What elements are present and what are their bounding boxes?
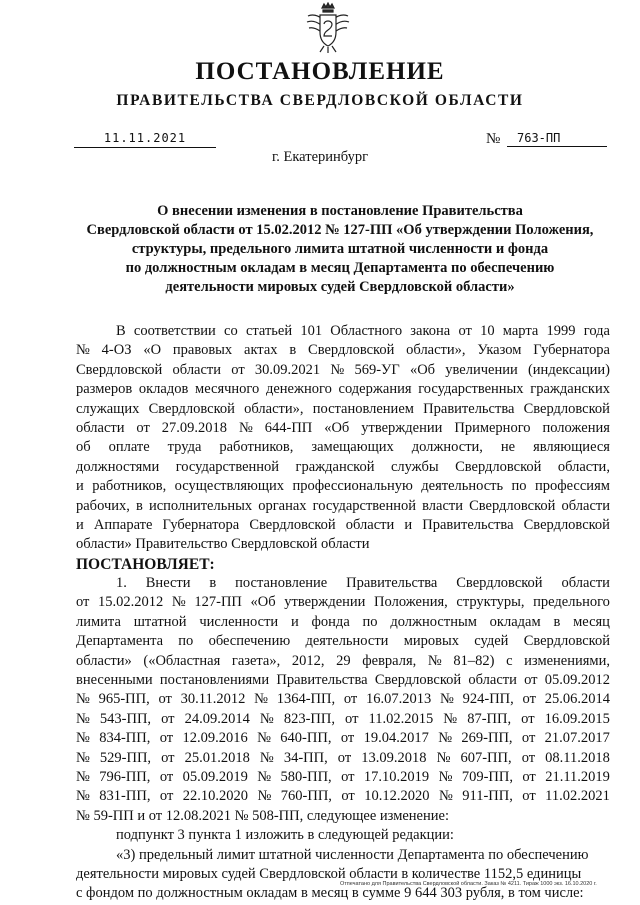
body-word: 127-ПП <box>194 594 242 611</box>
body-word: денежного <box>265 381 332 398</box>
body-word: 644-ПП <box>264 419 313 436</box>
body-word: № <box>427 652 442 669</box>
body-word: № <box>76 710 90 727</box>
document-subject-title <box>60 202 620 297</box>
body-word: 543-ПП, <box>99 710 152 727</box>
number-sign: № <box>486 131 501 147</box>
body-word: гражданских <box>530 381 610 398</box>
document-body <box>76 322 610 904</box>
body-word: утверждении <box>361 419 443 436</box>
body-word: Примерного <box>454 419 531 436</box>
body-word: судей <box>474 633 509 650</box>
body-word: от <box>341 768 355 785</box>
body-word: должностями <box>76 458 160 475</box>
document-number: 763-ПП <box>507 130 607 147</box>
body-word: труда <box>167 439 202 456</box>
body-word: № <box>257 768 272 785</box>
body-word: № <box>440 691 454 708</box>
coat-of-arms-icon <box>304 2 352 54</box>
body-word: работников, <box>219 439 294 456</box>
body-word: 607-ПП, <box>460 749 512 766</box>
body-word: В <box>116 323 126 339</box>
body-word: № <box>171 594 186 611</box>
body-word: Свердловской <box>523 516 610 533</box>
body-word: Свердловской <box>469 497 556 514</box>
body-word: окладов <box>138 381 189 398</box>
body-line <box>76 419 610 438</box>
body-word: Внести <box>145 575 191 592</box>
body-line <box>76 652 610 671</box>
body-word: лимита <box>76 613 121 630</box>
body-word: 25.06.2014 <box>544 691 610 708</box>
body-word: 08.11.2018 <box>545 749 610 766</box>
body-word: 4-ОЗ <box>101 342 132 359</box>
body-word: месяц <box>573 613 610 630</box>
body-word: от <box>231 361 245 378</box>
body-word: области <box>561 575 610 592</box>
body-word: должностным <box>390 613 477 630</box>
body-word: 29 <box>336 652 351 669</box>
body-word: Свердловской <box>249 516 336 533</box>
body-line <box>76 516 610 535</box>
body-word: являющиеся <box>533 439 610 456</box>
body-word: 15.02.2012 <box>98 594 164 611</box>
body-word: 11.02.2021 <box>545 788 610 805</box>
body-word: 529-ПП, <box>99 749 152 766</box>
body-word: власти <box>422 497 463 514</box>
body-word: Указом <box>477 342 522 359</box>
body-word: увеличении <box>445 361 518 378</box>
body-word: внесенными <box>76 672 153 689</box>
body-word: (индексации) <box>527 361 610 378</box>
body-word: 05.09.2012 <box>544 672 610 689</box>
body-line <box>76 497 610 516</box>
body-word: окладам <box>489 613 541 630</box>
body-word: структуры, <box>456 594 525 611</box>
subject-title-line: Свердловской области от 15.02.2012 № 127-ПП «Об утверждении Положения, <box>86 222 594 238</box>
body-word: должности, <box>411 439 483 456</box>
body-line <box>76 400 610 419</box>
body-line <box>76 749 610 768</box>
subject-title-line: деятельности мировых судей Свердловской области» <box>165 279 515 295</box>
body-word: не <box>500 439 516 456</box>
body-word: Правительства <box>276 672 368 689</box>
body-word: области, <box>557 458 610 475</box>
body-word: государственных <box>418 381 524 398</box>
body-line <box>76 613 610 632</box>
body-word: государственной <box>312 497 417 514</box>
body-word: от <box>159 730 174 747</box>
body-word: 1364-ПП, <box>276 691 336 708</box>
body-word: от <box>521 730 536 747</box>
body-word: 965-ПП, <box>98 691 150 708</box>
body-word: Свердловской <box>523 633 610 650</box>
body-word: 10.12.2020 <box>364 788 430 805</box>
body-word: года <box>583 323 610 339</box>
body-word: 87-ПП, <box>467 710 512 727</box>
body-word: области <box>172 361 222 378</box>
body-word: со <box>224 323 238 339</box>
body-word: № <box>76 788 90 805</box>
body-word: «О <box>143 342 162 359</box>
body-word: изменениями, <box>524 652 610 669</box>
body-word: рабочих, <box>76 497 130 514</box>
body-word: («Областная <box>143 652 221 669</box>
body-word: от <box>340 730 355 747</box>
body-word: Свердловской <box>308 342 395 359</box>
body-word: исполнительных <box>148 497 253 514</box>
body-word: Правительства <box>422 516 514 533</box>
body-word: Областного <box>330 323 403 339</box>
body-word: 16.07.2013 <box>366 691 432 708</box>
body-word: замещающих <box>311 439 394 456</box>
body-word: в <box>553 613 561 630</box>
body-word: постановление <box>235 575 328 592</box>
body-word: Положения, <box>374 594 448 611</box>
body-word: от <box>161 710 175 727</box>
body-word: актах <box>244 342 278 359</box>
body-word: 19.04.2017 <box>363 730 429 747</box>
body-word: в <box>289 342 297 359</box>
body-word: № <box>76 749 90 766</box>
body-word: 10 <box>480 323 495 339</box>
body-word: осуществляющих <box>174 478 285 495</box>
body-line <box>76 341 610 360</box>
body-word: № <box>76 342 90 359</box>
body-word: 21.07.2017 <box>544 730 610 747</box>
body-word: области <box>76 419 125 436</box>
body-word: «Об <box>250 594 276 611</box>
body-word: и <box>76 516 84 533</box>
body-line <box>76 710 610 729</box>
body-line: деятельности мировых судей Свердловской области в количестве 1152,5 единицы <box>76 865 582 882</box>
body-word: Свердловской <box>148 400 235 417</box>
body-word: служащих <box>76 400 140 417</box>
body-word: № <box>436 749 451 766</box>
body-word: 25.01.2018 <box>184 749 250 766</box>
body-line: с фондом по должностным окладам в месяц в сумме 9 644 303 рубля, в том числе: <box>76 885 584 902</box>
body-word: 16.09.2015 <box>544 710 610 727</box>
body-word: службы <box>390 458 439 475</box>
body-word: области» <box>76 652 132 669</box>
body-word: от <box>341 788 355 805</box>
body-word: 831-ПП, <box>99 788 151 805</box>
body-word: от <box>76 594 90 611</box>
body-word: 05.09.2019 <box>182 768 248 785</box>
body-word: № <box>238 419 253 436</box>
body-word: государственной <box>175 458 280 475</box>
body-word: 101 <box>300 323 323 339</box>
body-word: 760-ПП, <box>280 788 332 805</box>
body-word: от <box>159 788 174 805</box>
body-word: и <box>404 516 413 533</box>
body-word: 823-ПП, <box>283 710 335 727</box>
body-word: профессиям <box>534 478 610 495</box>
body-word: 796-ПП, <box>99 768 151 785</box>
document-date: 11.11.2021 <box>74 130 216 148</box>
body-word: области <box>561 497 610 514</box>
print-footer: Отпечатано для Правительства Свердловской области. Заказ № 4211. Тираж 1000 экз. 16.10.2020 г. <box>340 881 597 887</box>
body-word: правовых <box>172 342 233 359</box>
body-word: 11.02.2015 <box>368 710 434 727</box>
body-word: 1. <box>116 575 127 592</box>
body-word: по <box>178 633 194 650</box>
body-word: от <box>159 768 174 785</box>
body-word: 834-ПП, <box>99 730 151 747</box>
body-word: в <box>209 575 217 592</box>
body-word: № <box>257 788 272 805</box>
body-line <box>76 768 610 787</box>
body-word: № <box>438 730 453 747</box>
body-word: № <box>76 691 90 708</box>
body-word: Губернатора <box>162 516 240 533</box>
body-word: № <box>259 710 274 727</box>
subject-title-line: структуры, предельного лимита штатной численности и фонда <box>131 241 549 257</box>
body-word: от <box>522 788 536 805</box>
body-word: 21.11.2019 <box>545 768 610 785</box>
body-word: оплате <box>108 439 150 456</box>
body-word: Свердловской <box>455 458 542 475</box>
body-word: деятельность <box>421 478 504 495</box>
body-word: деятельности <box>305 633 389 650</box>
body-word: № <box>330 361 345 378</box>
body-word: 2012, <box>291 652 325 669</box>
body-line <box>76 380 610 399</box>
body-word: положения <box>542 419 610 436</box>
body-word: содержания <box>338 381 412 398</box>
body-word: от <box>522 691 536 708</box>
body-word: 640-ПП, <box>280 730 332 747</box>
body-word: «Об <box>324 419 350 436</box>
body-line <box>76 361 610 380</box>
body-line <box>76 458 610 477</box>
body-word: от <box>522 768 536 785</box>
body-word: 569-УГ <box>354 361 400 378</box>
document-type-title: ПОСТАНОВЛЕНИЕ <box>195 58 445 85</box>
body-word: фонда <box>311 613 350 630</box>
body-word: 24.09.2014 <box>184 710 250 727</box>
body-word: по <box>511 478 527 495</box>
body-line: № 59-ПП и от 12.08.2021 № 508-ПП, следующее изменение: <box>76 807 449 824</box>
body-line: подпункт 3 пункта 1 изложить в следующей редакции: <box>116 827 454 844</box>
body-word: «Об <box>409 361 436 378</box>
body-line <box>76 593 610 612</box>
body-word: от <box>345 710 359 727</box>
body-word: № <box>259 749 274 766</box>
body-word: постановлением <box>312 400 414 417</box>
body-word: Свердловской <box>76 361 163 378</box>
body-word: мировых <box>403 633 459 650</box>
body-word: 709-ПП, <box>461 768 513 785</box>
body-word: Аппарате <box>93 516 153 533</box>
body-word: предельного <box>533 594 610 611</box>
body-word: от <box>521 710 535 727</box>
body-word: Департамента <box>76 633 164 650</box>
subject-title-line: О внесении изменения в постановление Правительства <box>157 203 523 219</box>
body-word: 911-ПП, <box>462 788 513 805</box>
city: г. Екатеринбург <box>271 149 369 165</box>
body-word: № <box>438 788 453 805</box>
body-word: Свердловской <box>456 575 543 592</box>
body-line <box>76 671 610 690</box>
body-word: области <box>345 516 395 533</box>
body-word: от <box>337 749 352 766</box>
body-word: постановлениями <box>159 672 270 689</box>
body-word: 580-ПП, <box>280 768 332 785</box>
body-word: штатной <box>133 613 187 630</box>
body-word: 12.09.2016 <box>182 730 248 747</box>
body-line <box>76 438 610 457</box>
body-word: и <box>76 478 84 495</box>
body-word: № <box>254 691 268 708</box>
body-word: 924-ПП, <box>462 691 514 708</box>
body-word: гражданской <box>295 458 375 475</box>
body-word: области», <box>406 342 466 359</box>
body-word: 269-ПП, <box>461 730 513 747</box>
body-word: февраля, <box>362 652 417 669</box>
body-line <box>76 322 610 341</box>
body-word: № <box>438 768 453 785</box>
body-word: работников, <box>92 478 167 495</box>
issuer-subtitle: ПРАВИТЕЛЬСТВА СВЕРДЛОВСКОЙ ОБЛАСТИ <box>116 92 524 109</box>
body-word: от <box>343 691 358 708</box>
body-word: области <box>468 672 517 689</box>
body-line: ПОСТАНОВЛЯЕТ: <box>76 555 215 573</box>
body-word: и <box>290 613 299 630</box>
subject-title-line: по должностным окладам в месяц Департамента по обеспечению <box>125 260 555 276</box>
body-word: Губернатора <box>533 342 610 359</box>
body-word: об <box>76 439 91 456</box>
body-word: закона <box>410 323 451 339</box>
body-word: от <box>524 672 538 689</box>
body-word: от <box>158 691 172 708</box>
body-word: марта <box>502 323 539 339</box>
body-word: численности <box>199 613 279 630</box>
body-word: 81–82) <box>453 652 495 669</box>
body-word: органах <box>258 497 307 514</box>
body-word: обеспечению <box>208 633 291 650</box>
body-word: от <box>161 749 175 766</box>
body-word: утверждении <box>284 594 366 611</box>
body-word: месячного <box>195 381 260 398</box>
body-word: Правительства <box>423 400 515 417</box>
body-word: от <box>136 419 150 436</box>
body-word: соответствии <box>133 323 216 339</box>
body-line <box>76 690 610 709</box>
body-word: 27.09.2018 <box>161 419 228 436</box>
body-word: статьей <box>245 323 293 339</box>
body-word: с <box>506 652 513 669</box>
body-line: «3) предельный лимит штатной численности Департамента по обеспечению <box>116 846 589 863</box>
body-word: в <box>135 497 143 514</box>
body-word: от <box>458 323 472 339</box>
body-word: № <box>76 730 90 747</box>
body-word: 30.09.2021 <box>254 361 321 378</box>
body-word: Свердловской <box>374 672 462 689</box>
body-word: профессиональную <box>292 478 413 495</box>
body-line <box>76 574 610 593</box>
body-word: Правительства <box>346 575 438 592</box>
body-word: 17.10.2019 <box>363 768 430 785</box>
body-word: Свердловской <box>523 400 610 417</box>
body-word: газета», <box>231 652 281 669</box>
body-word: № <box>257 730 271 747</box>
body-word: области», <box>244 400 304 417</box>
body-word: 22.10.2020 <box>182 788 249 805</box>
body-line <box>76 632 610 651</box>
body-word: по <box>362 613 378 630</box>
body-word: 34-ПП, <box>283 749 328 766</box>
body-word: № <box>76 768 90 785</box>
body-line <box>76 787 610 806</box>
body-word: от <box>521 749 536 766</box>
body-word: размеров <box>76 381 133 398</box>
body-word: 1999 <box>546 323 576 339</box>
body-line: области» Правительство Свердловской области <box>76 536 370 553</box>
body-line <box>76 477 610 496</box>
body-word: 13.09.2018 <box>361 749 427 766</box>
body-word: 30.11.2012 <box>180 691 246 708</box>
body-word: № <box>443 710 458 727</box>
body-line <box>76 729 610 748</box>
